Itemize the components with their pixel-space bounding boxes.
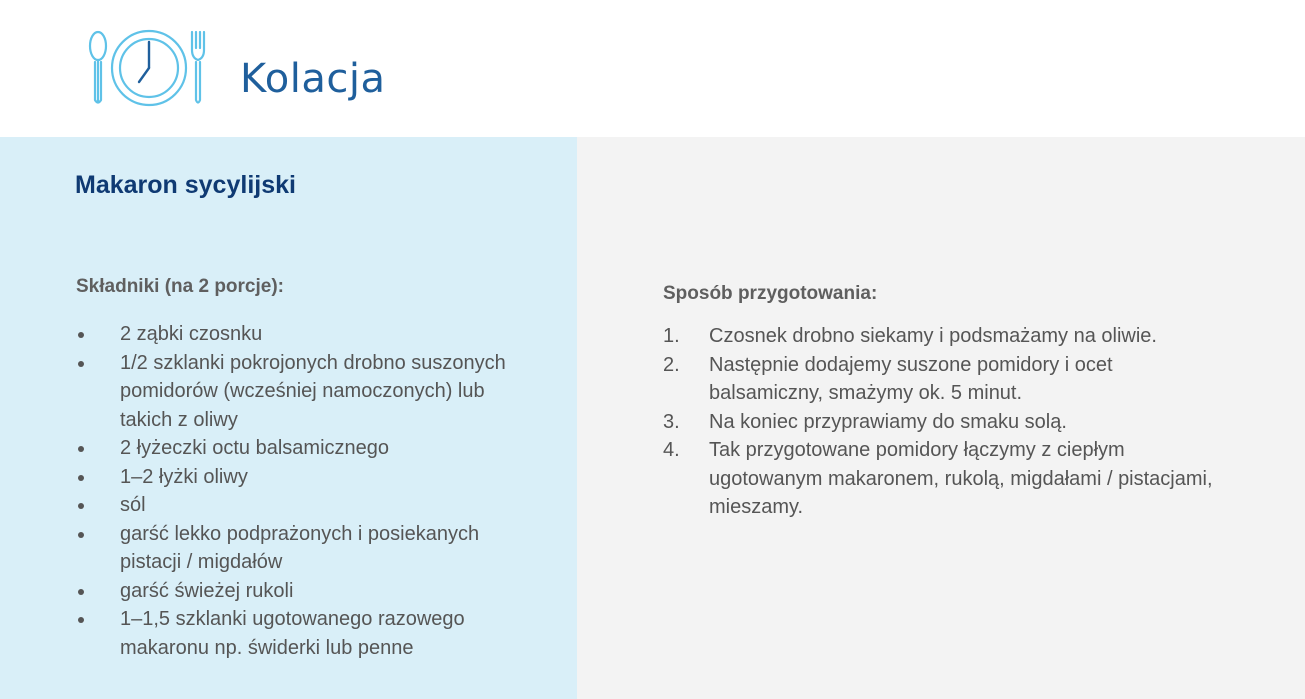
bullet-icon [78,446,84,452]
recipe-title: Makaron sycylijski [75,171,296,199]
ingredient-text: 2 ząbki czosnku [120,323,263,345]
bullet-icon [78,332,84,338]
list-item [75,320,535,349]
ingredients-heading: Składniki (na 2 porcje): [76,276,284,297]
step-item [663,351,1223,408]
list-item [75,434,535,463]
ingredient-text: 2 łyżeczki octu balsamicznego [120,437,390,459]
bullet-icon [78,589,84,595]
step-number: 1. [663,325,680,347]
method-heading: Sposób przygotowania: [663,283,878,304]
meal-title: Kolacja [240,56,386,102]
list-item [75,349,535,435]
step-number: 2. [663,353,680,376]
ingredient-text: 1/2 szklanki pokrojonych drobno suszonych pomidorów (wcześniej namoczonych) lub takich z oliwy [120,351,506,431]
header [0,0,1305,137]
bullet-icon [78,361,84,367]
step-text: Na koniec przyprawiamy do smaku solą. [709,410,1067,433]
ingredient-text: sól [120,494,146,516]
step-item [663,408,1223,437]
ingredient-text: 1–1,5 szklanki ugotowanego razowego makaronu np. świderki lub penne [120,608,465,659]
step-text: Czosnek drobno siekamy i podsmażamy na oliwie. [709,325,1157,347]
list-item [75,520,535,577]
bullet-icon [78,617,84,623]
bullet-icon [78,503,84,509]
method-steps-list [663,322,1223,522]
list-item [75,463,535,492]
list-item [75,577,535,606]
list-item [75,605,535,662]
bullet-icon [78,532,84,538]
ingredient-text: garść lekko podprażonych i posiekanych pistacji / migdałów [120,522,480,573]
step-item [663,322,1223,351]
ingredient-text: garść świeżej rukoli [120,579,294,602]
ingredient-text: 1–2 łyżki oliwy [120,465,248,488]
step-item [663,436,1223,522]
bullet-icon [78,475,84,481]
ingredients-list [75,320,535,662]
plate-clock-cutlery-icon [86,26,216,110]
step-text: Następnie dodajemy suszone pomidory i ocet balsamiczny, smażymy ok. 5 minut. [709,353,1113,404]
list-item [75,491,535,520]
step-number: 4. [663,439,680,461]
step-text: Tak przygotowane pomidory łączymy z ciepłym ugotowanym makaronem, rukolą, migdałami / pistacjami, mieszamy. [709,439,1213,518]
step-number: 3. [663,410,680,433]
